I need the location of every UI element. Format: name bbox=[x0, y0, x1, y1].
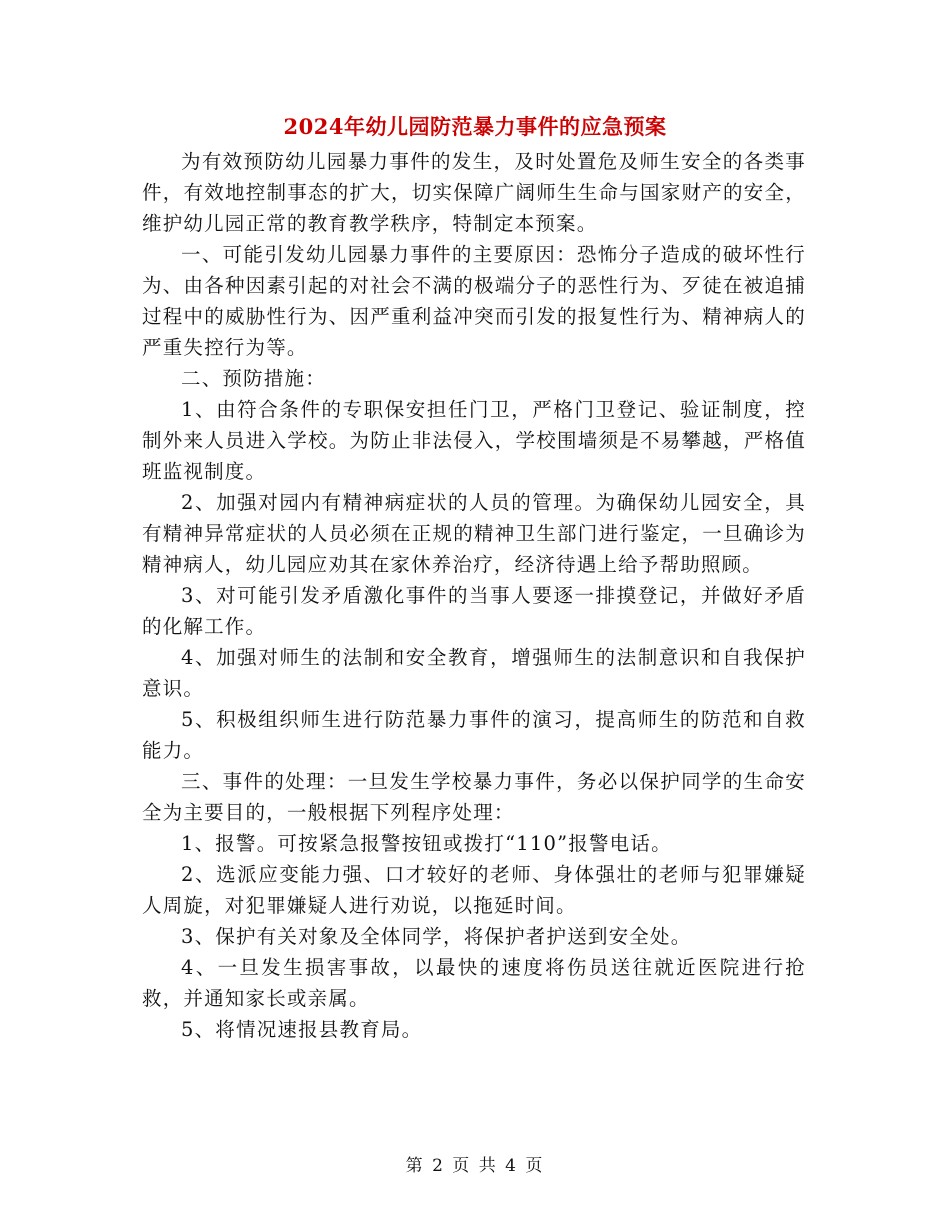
paragraph-prevention-2: 2、加强对园内有精神病症状的人员的管理。为确保幼儿园安全，具有精神异常症状的人员必须在正规的精神卫生部门进行鉴定，一旦确诊为精神病人，幼儿园应劝其在家休养治疗，经济待遇上给予帮助照顾。 bbox=[142, 491, 806, 576]
paragraph-handling-5: 5、将情况速报县教育局。 bbox=[181, 1018, 423, 1041]
paragraph-prevention-heading: 二、预防措施： bbox=[181, 367, 326, 390]
paragraph-prevention-3: 3、对可能引发矛盾激化事件的当事人要逐一排摸登记，并做好矛盾的化解工作。 bbox=[142, 584, 806, 638]
paragraph-prevention-1: 1、由符合条件的专职保安担任门卫，严格门卫登记、验证制度，控制外来人员进入学校。为防止非法侵入，学校围墙须是不易攀越，严格值班监视制度。 bbox=[142, 398, 806, 483]
document-title: 2024年幼儿园防范暴力事件的应急预案 bbox=[283, 114, 667, 139]
paragraph-handling-2: 2、选派应变能力强、口才较好的老师、身体强壮的老师与犯罪嫌疑人周旋，对犯罪嫌疑人进行劝说，以拖延时间。 bbox=[142, 863, 806, 917]
paragraph-handling-3: 3、保护有关对象及全体同学，将保护者护送到安全处。 bbox=[181, 925, 692, 948]
paragraph-prevention-4: 4、加强对师生的法制和安全教育，增强师生的法制意识和自我保护意识。 bbox=[142, 646, 806, 700]
paragraph-prevention-5: 5、积极组织师生进行防范暴力事件的演习，提高师生的防范和自救能力。 bbox=[142, 708, 806, 762]
paragraph-intro: 为有效预防幼儿园暴力事件的发生，及时处置危及师生安全的各类事件，有效地控制事态的扩大，切实保障广阔师生生命与国家财产的安全，维护幼儿园正常的教育教学秩序，特制定本预案。 bbox=[142, 150, 806, 235]
paragraph-causes: 一、可能引发幼儿园暴力事件的主要原因：恐怖分子造成的破坏性行为、由各种因素引起的对社会不满的极端分子的恶性行为、歹徒在被追捕过程中的威胁性行为、因严重利益冲突而引发的报复性行为、精神病人的严重失控行为等。 bbox=[142, 243, 806, 359]
document-body bbox=[142, 146, 806, 1045]
page-footer: 第 2 页 共 4 页 bbox=[405, 1156, 545, 1176]
paragraph-handling-heading: 三、事件的处理：一旦发生学校暴力事件，务必以保护同学的生命安全为主要目的，一般根据下列程序处理： bbox=[142, 770, 806, 824]
paragraph-handling-1: 1、报警。可按紧急报警按钮或拨打“110”报警电话。 bbox=[181, 832, 672, 855]
paragraph-handling-4: 4、一旦发生损害事故，以最快的速度将伤员送往就近医院进行抢救，并通知家长或亲属。 bbox=[142, 956, 806, 1010]
